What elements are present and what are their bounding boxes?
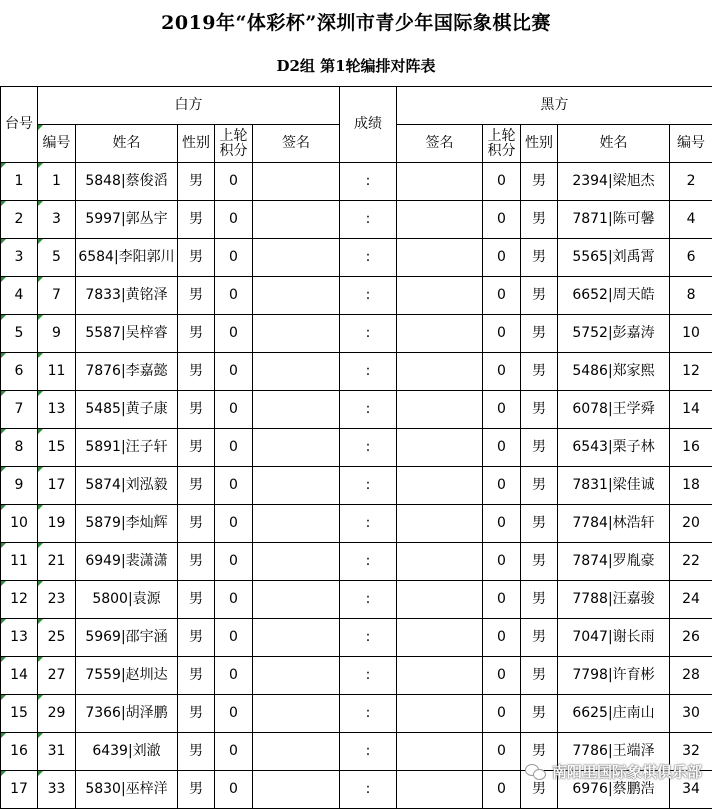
black-signature-cell (397, 429, 483, 467)
result-cell: : (340, 201, 397, 239)
black-no-cell: 28 (670, 657, 712, 695)
black-signature-cell (397, 467, 483, 505)
board-cell: 9 (1, 467, 38, 505)
white-gender-cell: 男 (178, 353, 215, 391)
white-gender-cell: 男 (178, 581, 215, 619)
table-row (1, 353, 712, 391)
black-gender-cell: 男 (521, 391, 558, 429)
black-name-cell: 7788|汪嘉骏 (558, 581, 670, 619)
white-no-cell: 3 (38, 201, 76, 239)
black-gender-cell: 男 (521, 429, 558, 467)
white-score-cell: 0 (215, 733, 253, 771)
black-signature-cell (397, 163, 483, 201)
white-gender-cell: 男 (178, 619, 215, 657)
black-no-cell: 2 (670, 163, 712, 201)
document-subtitle: D2组 第1轮编排对阵表 (0, 55, 712, 76)
white-score-cell: 0 (215, 391, 253, 429)
black-name-cell: 5752|彭嘉涛 (558, 315, 670, 353)
header-board: 台号 (1, 87, 38, 163)
result-cell: : (340, 391, 397, 429)
header-white: 白方 (38, 87, 340, 125)
white-gender-cell: 男 (178, 163, 215, 201)
white-gender-cell: 男 (178, 429, 215, 467)
black-name-cell: 7871|陈可馨 (558, 201, 670, 239)
white-gender-cell: 男 (178, 657, 215, 695)
board-cell: 17 (1, 771, 38, 809)
white-name-cell: 6949|裴潇潇 (76, 543, 178, 581)
black-name-cell: 7047|谢长雨 (558, 619, 670, 657)
white-score-cell: 0 (215, 277, 253, 315)
white-signature-cell (253, 163, 340, 201)
board-cell: 13 (1, 619, 38, 657)
black-no-cell: 24 (670, 581, 712, 619)
result-cell: : (340, 467, 397, 505)
black-signature-cell (397, 391, 483, 429)
header-black-signature: 签名 (397, 125, 483, 163)
header-black-prev-score: 上轮积分 (483, 125, 521, 163)
white-no-cell: 17 (38, 467, 76, 505)
black-score-cell: 0 (483, 429, 521, 467)
result-cell: : (340, 315, 397, 353)
header-white-gender: 性别 (178, 125, 215, 163)
white-gender-cell: 男 (178, 771, 215, 809)
white-score-cell: 0 (215, 619, 253, 657)
black-score-cell: 0 (483, 543, 521, 581)
black-no-cell: 12 (670, 353, 712, 391)
table-row (1, 315, 712, 353)
black-name-cell: 6078|王学舜 (558, 391, 670, 429)
black-no-cell: 30 (670, 695, 712, 733)
black-signature-cell (397, 505, 483, 543)
black-score-cell: 0 (483, 201, 521, 239)
white-name-cell: 7833|黄铭泽 (76, 277, 178, 315)
white-gender-cell: 男 (178, 733, 215, 771)
board-cell: 3 (1, 239, 38, 277)
board-cell: 11 (1, 543, 38, 581)
black-gender-cell: 男 (521, 467, 558, 505)
result-cell: : (340, 543, 397, 581)
black-no-cell: 18 (670, 467, 712, 505)
white-signature-cell (253, 733, 340, 771)
white-no-cell: 33 (38, 771, 76, 809)
table-row (1, 581, 712, 619)
black-gender-cell: 男 (521, 619, 558, 657)
white-no-cell: 13 (38, 391, 76, 429)
watermark-text: 南阳里国际象棋俱乐部 (552, 761, 702, 782)
result-cell: : (340, 695, 397, 733)
white-signature-cell (253, 619, 340, 657)
white-signature-cell (253, 201, 340, 239)
black-gender-cell: 男 (521, 239, 558, 277)
black-no-cell: 22 (670, 543, 712, 581)
white-score-cell: 0 (215, 353, 253, 391)
white-signature-cell (253, 695, 340, 733)
white-no-cell: 29 (38, 695, 76, 733)
result-cell: : (340, 619, 397, 657)
black-score-cell: 0 (483, 581, 521, 619)
result-cell: : (340, 657, 397, 695)
white-name-cell: 5891|汪子轩 (76, 429, 178, 467)
white-signature-cell (253, 277, 340, 315)
black-score-cell: 0 (483, 315, 521, 353)
table-row (1, 391, 712, 429)
table-row (1, 657, 712, 695)
document-title: 2019年“体彩杯”深圳市青少年国际象棋比赛 (0, 8, 712, 35)
white-name-cell: 5997|郭丛宇 (76, 201, 178, 239)
black-no-cell: 20 (670, 505, 712, 543)
white-gender-cell: 男 (178, 201, 215, 239)
black-gender-cell: 男 (521, 277, 558, 315)
white-score-cell: 0 (215, 467, 253, 505)
white-score-cell: 0 (215, 695, 253, 733)
table-row (1, 277, 712, 315)
black-gender-cell: 男 (521, 657, 558, 695)
black-signature-cell (397, 657, 483, 695)
white-no-cell: 7 (38, 277, 76, 315)
black-score-cell: 0 (483, 505, 521, 543)
black-gender-cell: 男 (521, 353, 558, 391)
white-signature-cell (253, 543, 340, 581)
header-black: 黑方 (397, 87, 712, 125)
white-signature-cell (253, 581, 340, 619)
white-no-cell: 19 (38, 505, 76, 543)
table-row (1, 163, 712, 201)
table-row (1, 505, 712, 543)
white-signature-cell (253, 391, 340, 429)
board-cell: 10 (1, 505, 38, 543)
white-signature-cell (253, 353, 340, 391)
black-signature-cell (397, 239, 483, 277)
white-gender-cell: 男 (178, 315, 215, 353)
header-black-no: 编号 (670, 125, 712, 163)
white-score-cell: 0 (215, 771, 253, 809)
white-no-cell: 27 (38, 657, 76, 695)
white-name-cell: 7876|李嘉懿 (76, 353, 178, 391)
table-row (1, 239, 712, 277)
white-name-cell: 6439|刘澈 (76, 733, 178, 771)
header-row-top (1, 87, 712, 125)
white-name-cell: 7366|胡泽鹏 (76, 695, 178, 733)
black-score-cell: 0 (483, 467, 521, 505)
black-score-cell: 0 (483, 695, 521, 733)
white-gender-cell: 男 (178, 239, 215, 277)
white-signature-cell (253, 657, 340, 695)
white-score-cell: 0 (215, 429, 253, 467)
white-name-cell: 5830|巫梓洋 (76, 771, 178, 809)
board-cell: 7 (1, 391, 38, 429)
white-signature-cell (253, 505, 340, 543)
black-name-cell: 6652|周天皓 (558, 277, 670, 315)
black-name-cell: 6625|庄南山 (558, 695, 670, 733)
result-cell: : (340, 771, 397, 809)
white-name-cell: 5874|刘泓毅 (76, 467, 178, 505)
result-cell: : (340, 277, 397, 315)
white-signature-cell (253, 467, 340, 505)
white-gender-cell: 男 (178, 391, 215, 429)
black-gender-cell: 男 (521, 315, 558, 353)
board-cell: 2 (1, 201, 38, 239)
black-no-cell: 10 (670, 315, 712, 353)
table-row (1, 619, 712, 657)
black-gender-cell: 男 (521, 163, 558, 201)
white-gender-cell: 男 (178, 695, 215, 733)
white-no-cell: 1 (38, 163, 76, 201)
white-no-cell: 9 (38, 315, 76, 353)
black-name-cell: 7798|许育彬 (558, 657, 670, 695)
black-signature-cell (397, 277, 483, 315)
white-score-cell: 0 (215, 163, 253, 201)
black-score-cell: 0 (483, 353, 521, 391)
header-result: 成绩 (340, 87, 397, 163)
white-no-cell: 11 (38, 353, 76, 391)
black-signature-cell (397, 619, 483, 657)
black-gender-cell: 男 (521, 201, 558, 239)
white-no-cell: 21 (38, 543, 76, 581)
black-name-cell: 6543|栗子林 (558, 429, 670, 467)
black-name-cell: 5565|刘禹霄 (558, 239, 670, 277)
black-gender-cell: 男 (521, 505, 558, 543)
white-no-cell: 5 (38, 239, 76, 277)
white-score-cell: 0 (215, 657, 253, 695)
table-row (1, 201, 712, 239)
result-cell: : (340, 733, 397, 771)
white-name-cell: 5879|李灿辉 (76, 505, 178, 543)
black-gender-cell: 男 (521, 771, 558, 809)
result-cell: : (340, 239, 397, 277)
white-no-cell: 25 (38, 619, 76, 657)
wechat-icon (525, 764, 547, 780)
white-score-cell: 0 (215, 581, 253, 619)
board-cell: 5 (1, 315, 38, 353)
white-gender-cell: 男 (178, 543, 215, 581)
black-signature-cell (397, 201, 483, 239)
white-name-cell: 5848|蔡俊滔 (76, 163, 178, 201)
white-no-cell: 31 (38, 733, 76, 771)
white-score-cell: 0 (215, 201, 253, 239)
black-signature-cell (397, 581, 483, 619)
board-cell: 15 (1, 695, 38, 733)
white-no-cell: 23 (38, 581, 76, 619)
black-score-cell: 0 (483, 277, 521, 315)
black-name-cell: 7874|罗胤豪 (558, 543, 670, 581)
header-white-no: 编号 (38, 125, 76, 163)
result-cell: : (340, 581, 397, 619)
black-gender-cell: 男 (521, 543, 558, 581)
black-score-cell: 0 (483, 391, 521, 429)
black-no-cell: 16 (670, 429, 712, 467)
white-signature-cell (253, 315, 340, 353)
watermark (525, 761, 702, 782)
black-no-cell: 32 (670, 733, 712, 771)
black-signature-cell (397, 733, 483, 771)
black-score-cell: 0 (483, 657, 521, 695)
table-row (1, 467, 712, 505)
header-black-name: 姓名 (558, 125, 670, 163)
table-row (1, 543, 712, 581)
white-score-cell: 0 (215, 505, 253, 543)
white-signature-cell (253, 239, 340, 277)
header-white-prev-score: 上轮积分 (215, 125, 253, 163)
black-name-cell: 7786|王端泽 (558, 733, 670, 771)
board-cell: 4 (1, 277, 38, 315)
table-row (1, 429, 712, 467)
white-gender-cell: 男 (178, 467, 215, 505)
header-white-name: 姓名 (76, 125, 178, 163)
black-no-cell: 14 (670, 391, 712, 429)
black-name-cell: 2394|梁旭杰 (558, 163, 670, 201)
board-cell: 1 (1, 163, 38, 201)
black-gender-cell: 男 (521, 581, 558, 619)
board-cell: 16 (1, 733, 38, 771)
black-score-cell: 0 (483, 239, 521, 277)
table-row (1, 695, 712, 733)
black-score-cell: 0 (483, 733, 521, 771)
white-signature-cell (253, 429, 340, 467)
black-score-cell: 0 (483, 163, 521, 201)
result-cell: : (340, 429, 397, 467)
white-gender-cell: 男 (178, 277, 215, 315)
white-score-cell: 0 (215, 315, 253, 353)
black-name-cell: 7784|林浩轩 (558, 505, 670, 543)
white-signature-cell (253, 771, 340, 809)
header-black-gender: 性别 (521, 125, 558, 163)
white-no-cell: 15 (38, 429, 76, 467)
board-cell: 8 (1, 429, 38, 467)
black-gender-cell: 男 (521, 733, 558, 771)
white-name-cell: 7559|赵圳达 (76, 657, 178, 695)
black-name-cell: 7831|梁佳诚 (558, 467, 670, 505)
black-signature-cell (397, 353, 483, 391)
board-cell: 14 (1, 657, 38, 695)
black-signature-cell (397, 771, 483, 809)
white-name-cell: 6584|李阳郭川 (76, 239, 178, 277)
white-score-cell: 0 (215, 543, 253, 581)
white-name-cell: 5485|黄子康 (76, 391, 178, 429)
board-cell: 12 (1, 581, 38, 619)
white-score-cell: 0 (215, 239, 253, 277)
black-signature-cell (397, 695, 483, 733)
white-name-cell: 5969|邵宇涵 (76, 619, 178, 657)
black-no-cell: 4 (670, 201, 712, 239)
black-name-cell: 6976|蔡鹏浩 (558, 771, 670, 809)
pairing-table (0, 86, 712, 809)
black-no-cell: 26 (670, 619, 712, 657)
white-name-cell: 5800|袁源 (76, 581, 178, 619)
white-gender-cell: 男 (178, 505, 215, 543)
black-gender-cell: 男 (521, 695, 558, 733)
black-score-cell: 0 (483, 619, 521, 657)
result-cell: : (340, 353, 397, 391)
black-name-cell: 5486|郑家熙 (558, 353, 670, 391)
black-no-cell: 34 (670, 771, 712, 809)
result-cell: : (340, 505, 397, 543)
black-signature-cell (397, 543, 483, 581)
board-cell: 6 (1, 353, 38, 391)
white-name-cell: 5587|吴梓睿 (76, 315, 178, 353)
black-no-cell: 8 (670, 277, 712, 315)
black-signature-cell (397, 315, 483, 353)
result-cell: : (340, 163, 397, 201)
black-score-cell: 0 (483, 771, 521, 809)
header-white-signature: 签名 (253, 125, 340, 163)
black-no-cell: 6 (670, 239, 712, 277)
